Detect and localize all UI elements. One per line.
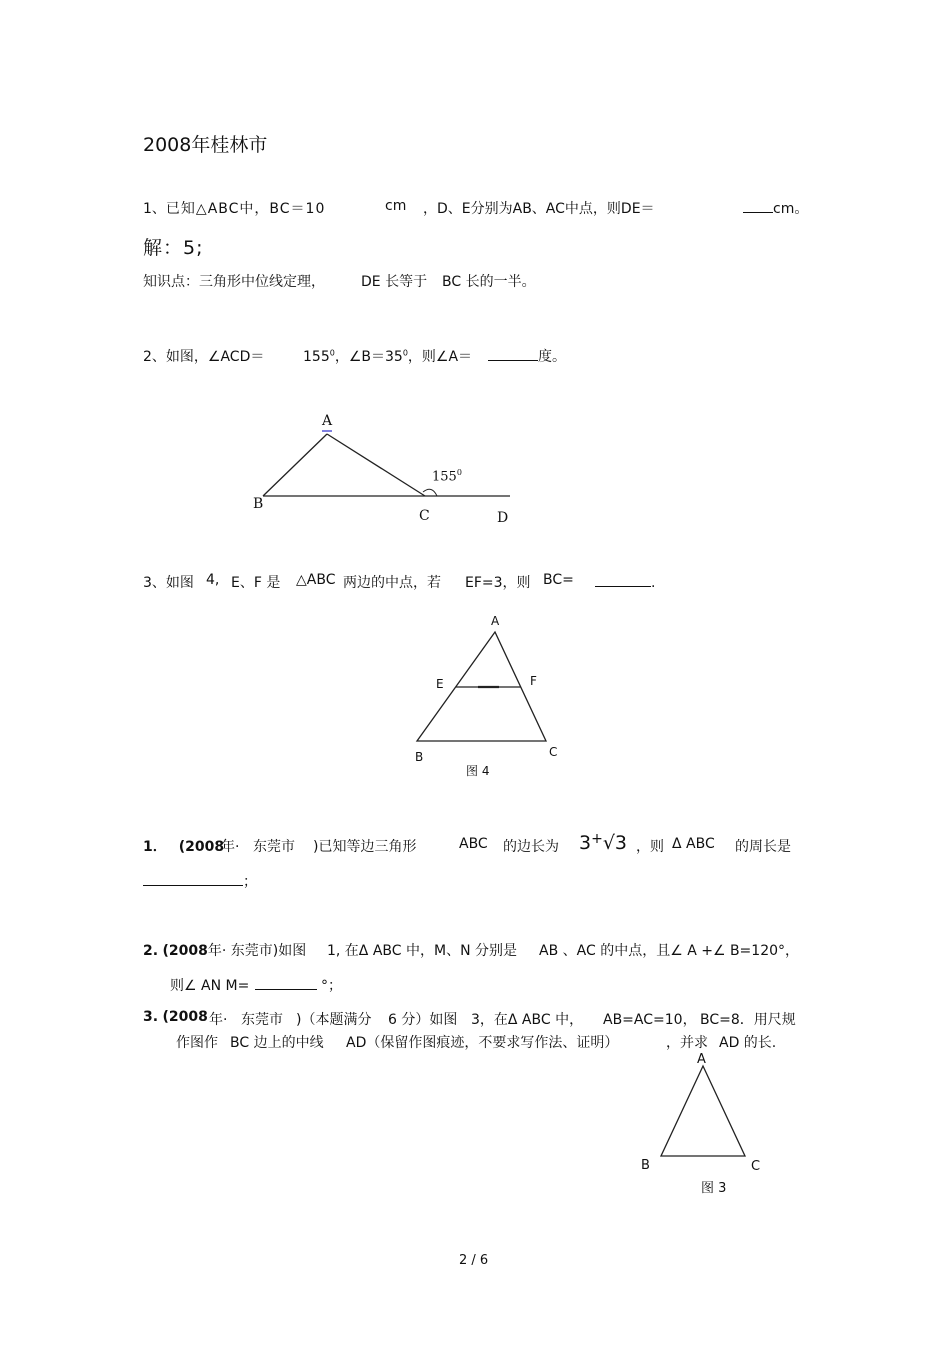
- score: 6 分）如图: [388, 1012, 458, 1028]
- figure-number: 4,: [206, 572, 220, 588]
- question-text-cont: ，D、E分别为AB、AC中点，则DE＝: [423, 201, 655, 217]
- problem-number: 1．: [143, 839, 167, 855]
- question-text: 已知△ABC中，BC＝10: [165, 201, 326, 217]
- vertex-label-c: C: [751, 1159, 761, 1174]
- problem-text-d: 的周长是: [735, 839, 791, 855]
- math-expression: 3+√3: [579, 831, 628, 854]
- problem-line2-d: ，并求: [666, 1035, 708, 1051]
- given-sides: AB=AC=10，: [603, 1012, 697, 1028]
- city: 东莞市: [241, 1012, 283, 1028]
- vertex-label-a: A: [491, 614, 500, 628]
- triangle-abc-symbol: △ABC: [296, 572, 336, 588]
- problem-2: 2. (2008年· 东莞市)如图: [143, 943, 307, 959]
- answer-blank-line: °；: [255, 975, 342, 995]
- problem-text-b: 3，在Δ ABC 中，: [471, 1012, 584, 1028]
- knowledge-point-b: DE 长等于: [361, 274, 428, 290]
- vertex-label-b: B: [253, 496, 264, 512]
- year-suffix: 年·: [209, 1012, 228, 1028]
- knowledge-point: 知识点：三角形中位线定理，: [143, 274, 325, 290]
- page-title: 2008年桂林市: [143, 134, 268, 156]
- vertex-label-d: D: [497, 510, 509, 526]
- given-bc: BC=: [543, 572, 574, 588]
- given-bc: BC=8．用尺规: [700, 1012, 796, 1028]
- question-number: 3、: [143, 575, 166, 591]
- vertex-label-a: A: [697, 1052, 706, 1067]
- question-text: 如图: [165, 575, 194, 591]
- problem-text-b: 1, 在Δ ABC 中，M、N 分别是: [327, 943, 517, 959]
- triangle-delta-abc: Δ ABC: [672, 836, 715, 852]
- problem-text: )已知等边三角形: [313, 839, 417, 855]
- problem-text: )（本题满分: [296, 1012, 372, 1028]
- question-number: 2、: [143, 349, 166, 365]
- vertex-label-f: F: [530, 674, 537, 688]
- vertex-label-c: C: [549, 745, 558, 759]
- answer-blank-line: ；: [143, 871, 257, 891]
- year-suffix: 年·: [221, 839, 240, 855]
- problem-text-c: AB 、AC 的中点，且∠ A +∠ B=120°，: [539, 943, 800, 959]
- problem-line2-e: AD 的长.: [719, 1035, 777, 1051]
- triangle-name: ABC: [459, 836, 488, 852]
- question-text: 如图，∠ACD＝: [165, 349, 265, 365]
- question-text-b: E、F 是: [231, 575, 281, 591]
- unit-cm-end: cm。: [773, 201, 809, 217]
- vertex-label-c: C: [419, 508, 430, 524]
- city: 东莞市: [253, 839, 295, 855]
- problem-3: 3. (2008: [143, 1009, 208, 1025]
- given-ef: EF=3，则: [465, 575, 531, 591]
- problem-text-c: ，则: [636, 839, 664, 855]
- figure-caption: 图 4: [466, 764, 490, 778]
- figure-caption: 图 3: [701, 1181, 727, 1196]
- knowledge-point-c: BC 长的一半。: [442, 274, 536, 290]
- problem-number: 2.: [143, 943, 159, 959]
- answer: 解：5;: [143, 237, 204, 259]
- problem-number: 3.: [143, 1009, 159, 1025]
- problem-line2-c: AD（保留作图痕迹，不要求写作法、证明）: [346, 1035, 619, 1051]
- question-number: 1、: [143, 201, 166, 217]
- problem-line2-a: 作图作: [176, 1035, 218, 1051]
- unit-degree: 度。: [538, 349, 566, 365]
- problem-question: 则∠ AN M=: [170, 978, 250, 994]
- vertex-label-b: B: [641, 1158, 650, 1173]
- angle-value-acd: $155^0$，$\angle B=35^0$，则∠A＝: [303, 348, 473, 365]
- unit-cm: cm: [385, 198, 407, 214]
- question-text-c: 两边的中点，若: [343, 575, 441, 591]
- page-number: 2 / 6: [459, 1253, 489, 1268]
- vertex-label-e: E: [436, 677, 444, 691]
- problem-text-b: 的边长为: [503, 839, 559, 855]
- answer-blank-line: .: [595, 572, 655, 591]
- problem-line2-b: BC 边上的中线: [230, 1035, 324, 1051]
- vertex-label-b: B: [415, 750, 424, 764]
- angle-label: $155^0$: [432, 468, 462, 485]
- problem-1: 1． (2008: [143, 839, 225, 855]
- vertex-label-a: A: [322, 413, 333, 429]
